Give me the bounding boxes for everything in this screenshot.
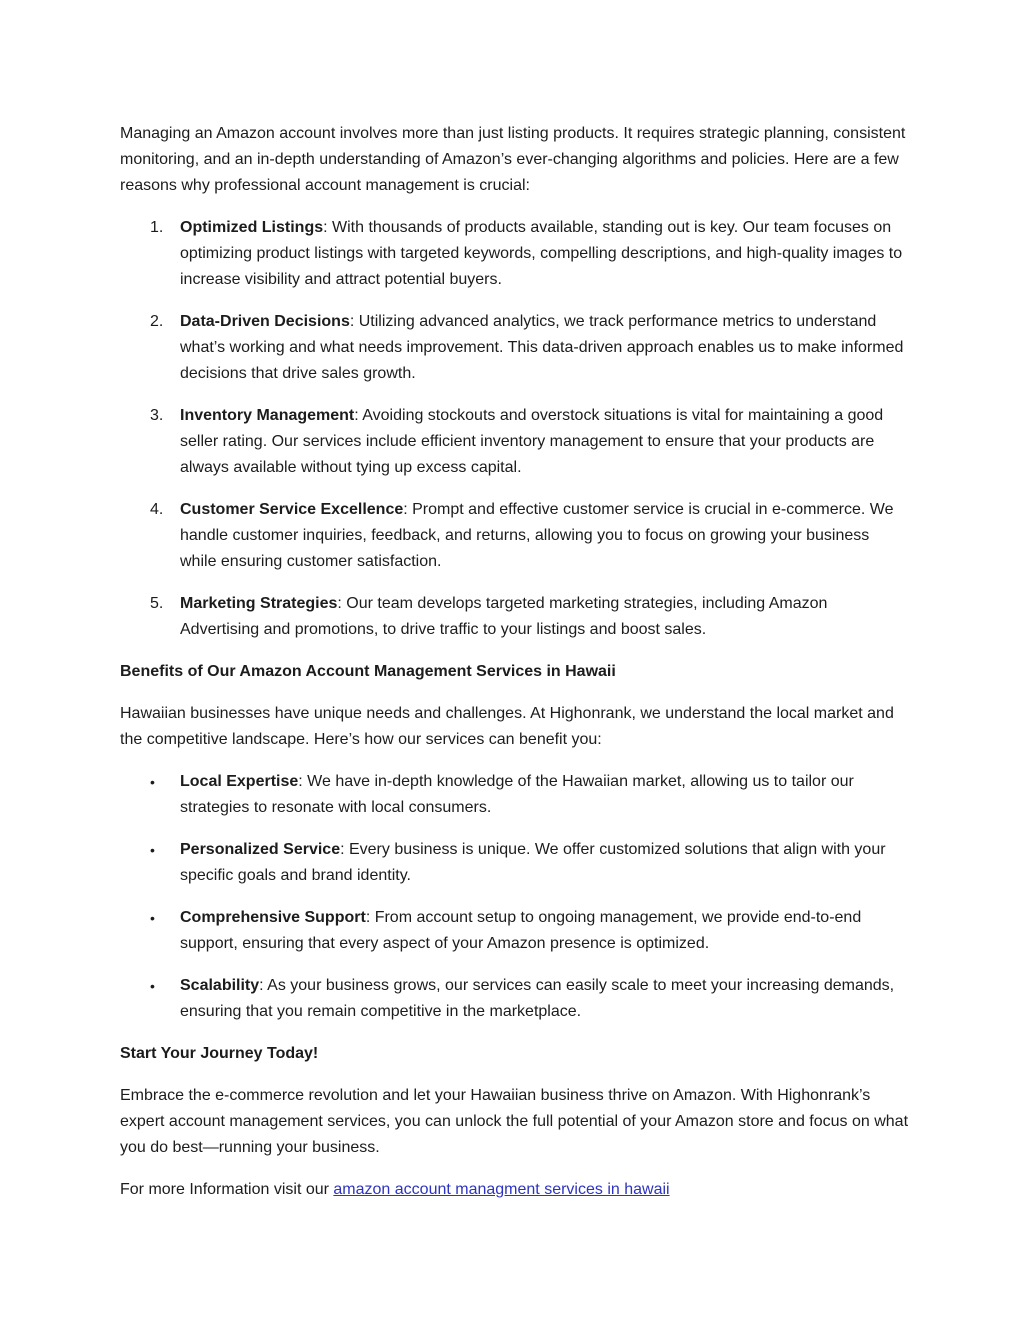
numbered-list-item-2 (120, 309, 908, 387)
journey-heading: Start Your Journey Today! (120, 1045, 319, 1062)
list-item-title: Local Expertise (180, 773, 299, 790)
list-item-text (180, 403, 908, 481)
numbered-list-item-1 (120, 215, 908, 293)
list-item-title: Comprehensive Support (180, 909, 366, 926)
list-item-title: Optimized Listings (180, 219, 324, 236)
list-item-title: Scalability (180, 977, 260, 994)
list-item-body: : Prompt and effective customer service is crucial in e-commerce. We handle customer inquiries, feedback, and returns, allowing you to focus on growing your business while ensuring customer satisfaction. (180, 501, 894, 570)
list-item-title: Personalized Service (180, 841, 341, 858)
list-number: 5. (150, 595, 164, 612)
list-item-body: : As your business grows, our services can easily scale to meet your increasing demands, ensuring that you remain competitive in the marketplace. (180, 977, 895, 1020)
bullet-list-item-3 (120, 905, 908, 957)
numbered-list-item-5 (120, 591, 908, 643)
list-item-body: : Utilizing advanced analytics, we track performance metrics to understand what’s working and what needs improvement. This data-driven approach enables us to make informed decisions that drive sales growth. (180, 313, 904, 382)
list-item-title: Customer Service Excellence (180, 501, 404, 518)
footer-prefix-text: For more Information visit our (120, 1181, 334, 1198)
numbered-list-item-4 (120, 497, 908, 575)
bullet-list-item-1 (120, 769, 908, 821)
list-item-text (180, 905, 908, 957)
list-item-text (180, 309, 908, 387)
footer-link[interactable]: amazon account managment services in hawaii (333, 1181, 670, 1198)
bullet-icon: • (150, 910, 155, 926)
list-number: 1. (150, 219, 164, 236)
list-number: 3. (150, 407, 164, 424)
document-page (120, 121, 908, 1219)
list-item-body: : Every business is unique. We offer customized solutions that align with your specific goals and brand identity. (180, 841, 886, 884)
list-item-body: : Our team develops targeted marketing strategies, including Amazon Advertising and promotions, to drive traffic to your listings and boost sales. (180, 595, 828, 638)
closing-paragraph: Embrace the e-commerce revolution and let your Hawaiian business thrive on Amazon. With Highonrank’s expert account management services, you can unlock the full potential of your Amazon store and focus on what you do best—running your business. (120, 1087, 909, 1156)
list-item-body: : From account setup to ongoing management, we provide end-to-end support, ensuring that every aspect of your Amazon presence is optimized. (180, 909, 862, 952)
list-item-text (180, 973, 908, 1025)
list-number: 2. (150, 313, 164, 330)
list-item-text (180, 591, 908, 643)
list-item-body: : With thousands of products available, standing out is key. Our team focuses on optimizing product listings with targeted keywords, compelling descriptions, and high-quality images to increase visibility and attract potential buyers. (180, 219, 903, 288)
list-item-title: Marketing Strategies (180, 595, 338, 612)
bullet-icon: • (150, 774, 155, 790)
benefits-intro-paragraph: Hawaiian businesses have unique needs and challenges. At Highonrank, we understand the local market and the competitive landscape. Here’s how our services can benefit you: (120, 705, 894, 748)
numbered-list-item-3 (120, 403, 908, 481)
footer-paragraph (120, 1177, 908, 1203)
benefits-heading: Benefits of Our Amazon Account Management Services in Hawaii (120, 663, 616, 680)
list-item-title: Inventory Management (180, 407, 355, 424)
list-item-text (180, 497, 908, 575)
list-number: 4. (150, 501, 164, 518)
bullet-list-item-2 (120, 837, 908, 889)
list-item-body: : We have in-depth knowledge of the Hawaiian market, allowing us to tailor our strategies to resonate with local consumers. (180, 773, 854, 816)
intro-paragraph: Managing an Amazon account involves more than just listing products. It requires strategic planning, consistent monitoring, and an in-depth understanding of Amazon’s ever-changing algorithms and policies. Here are a few reasons why professional account management is crucial: (120, 125, 906, 194)
list-item-text (180, 769, 908, 821)
bullet-icon: • (150, 978, 155, 994)
bullet-list-item-4 (120, 973, 908, 1025)
list-item-text (180, 215, 908, 293)
list-item-title: Data-Driven Decisions (180, 313, 350, 330)
list-item-text (180, 837, 908, 889)
list-item-body: : Avoiding stockouts and overstock situations is vital for maintaining a good seller rating. Our services include efficient inventory management to ensure that your products are always available without tying up excess capital. (180, 407, 884, 476)
bullet-icon: • (150, 842, 155, 858)
